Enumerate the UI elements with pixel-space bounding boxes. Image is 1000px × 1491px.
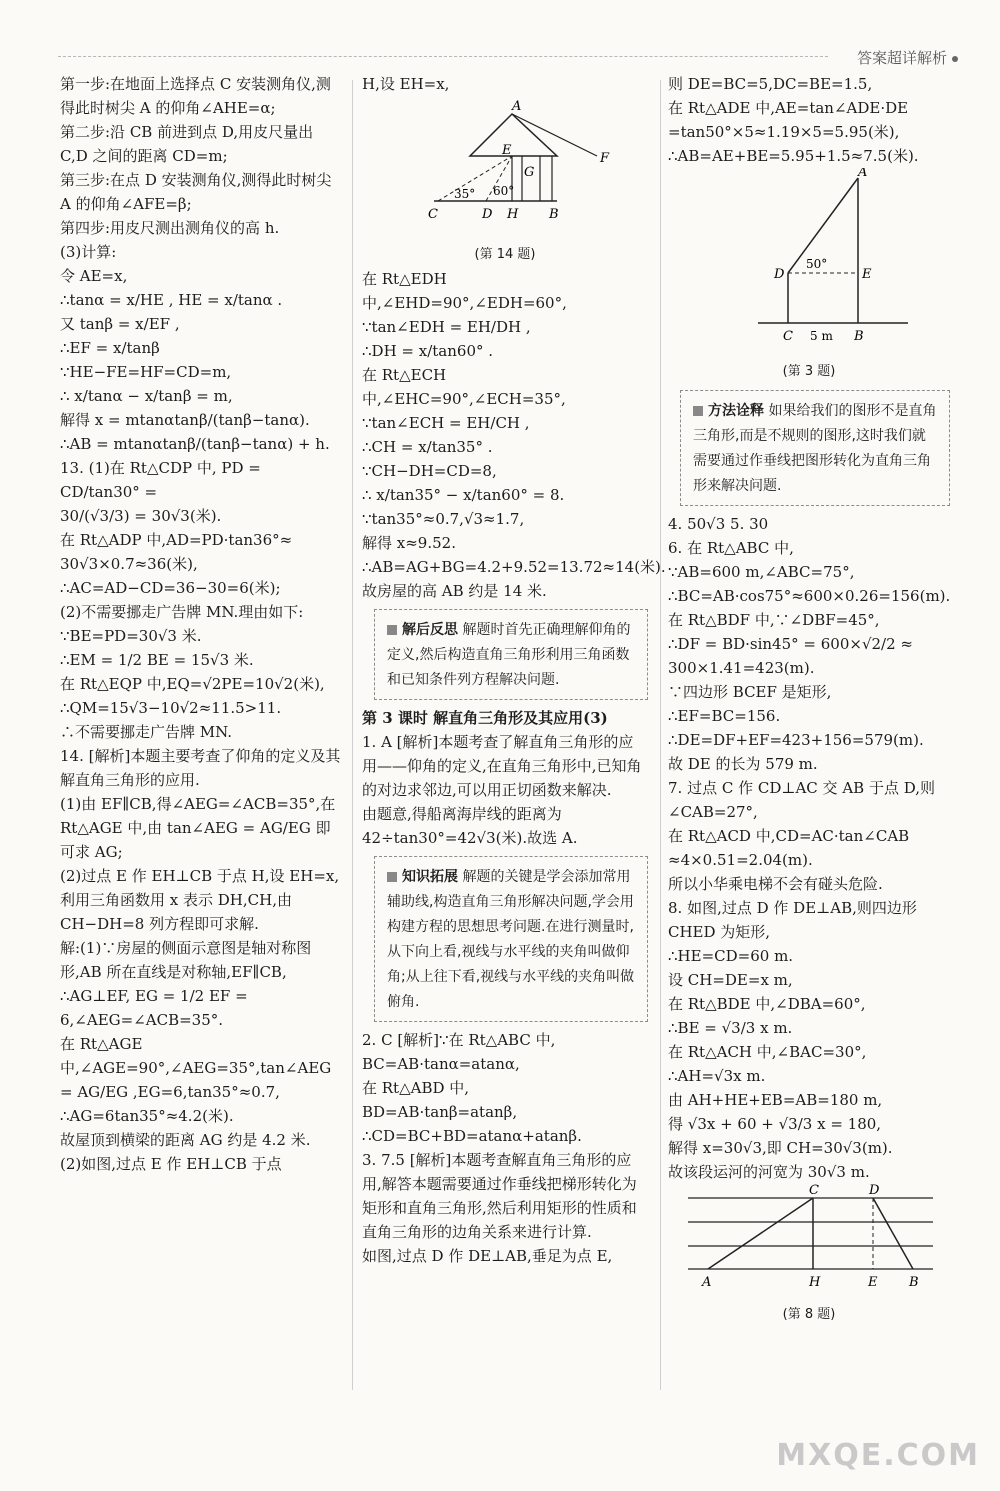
text-line: 则 DE=BC=5,DC=BE=1.5, <box>668 75 873 93</box>
text-line: 令 AE=x, <box>60 267 128 285</box>
text-line: ∴BE = √3/3 x m. <box>668 1019 793 1037</box>
figure-3-label-b: B <box>854 329 864 344</box>
text-line: H,设 EH=x, <box>362 75 450 93</box>
text-line: 在 Rt△EQP 中,EQ=√2PE=10√2(米), <box>60 675 325 693</box>
text-line: ∴AH=√3x m. <box>668 1067 766 1085</box>
figure-3-caption: (第 3 题) <box>782 364 836 379</box>
text-line: 在 Rt△BDF 中,∵∠DBF=45°, <box>668 611 880 629</box>
text-line: 在 Rt△ABD 中, <box>362 1079 470 1097</box>
text-line: 解:(1)∵房屋的侧面示意图是轴对称图形,AB 所在直线是对称轴,EF∥CB, <box>60 939 312 981</box>
text-line: 在 Rt△EDH 中,∠EHD=90°,∠EDH=60°, <box>362 270 567 312</box>
text-line: 在 Rt△ADE 中,AE=tan∠ADE·DE <box>668 99 909 117</box>
text-line: 如图,过点 D 作 DE⊥AB,垂足为点 E, <box>362 1247 613 1265</box>
bullet-icon <box>952 56 958 62</box>
figure-3-distance: 5 m <box>810 329 833 343</box>
text-line: 在 Rt△BDE 中,∠DBA=60°, <box>668 995 866 1013</box>
text-line: 3. 7.5 [解析]本题考查解直角三角形的应用,解答本题需要通过作垂线把梯形转化为矩形和直角三角形,然后利用矩形的性质和直角三角形的边角关系来进行计算. <box>362 1151 637 1241</box>
method-box-text: 如果给我们的图形不是直角三角形,而是不规则的图形,这时我们就需要通过作垂线把图形转化为直角三角形来解决问题. <box>693 403 937 494</box>
figure-8-label-e: E <box>868 1275 878 1290</box>
text-line: ∴EF=BC=156. <box>668 707 781 725</box>
extension-box <box>374 856 648 1022</box>
text-line: 由题意,得船离海岸线的距离为 42÷tan30°=42√3(米).故选 A. <box>362 805 578 847</box>
text-line: (3)计算: <box>60 243 117 261</box>
figure-14-angle-35: 35° <box>454 187 476 201</box>
text-line: 得 √3x + 60 + √3/3 x = 180, <box>668 1115 882 1133</box>
text-line: 解得 x≈9.52. <box>362 534 456 552</box>
figure-3-label-d: D <box>774 267 785 282</box>
text-line: ∴tanα = x/HE , HE = x/tanα . <box>60 291 283 309</box>
figure-8-caption: (第 8 题) <box>782 1307 836 1322</box>
text-line: ∵BE=PD=30√3 米. <box>60 627 202 645</box>
text-line: 7. 过点 C 作 CD⊥AC 交 AB 于点 D,则∠CAB=27°, <box>668 779 935 821</box>
text-line: ∴CD=BC+BD=atanα+atanβ. <box>362 1127 582 1145</box>
text-line: 解得 x=30√3,即 CH=30√3(m). <box>668 1139 893 1157</box>
text-line: (2)如图,过点 E 作 EH⊥CB 于点 <box>60 1155 282 1173</box>
text-line: ∴DE=DF+EF=423+156=579(m). <box>668 731 924 749</box>
method-box <box>680 390 950 506</box>
text-line: BC=AB·tanα=atanα, <box>362 1055 520 1073</box>
text-line: (1)由 EF∥CB,得∠AEG=∠ACB=35°,在 Rt△AGE 中,由 tan∠AEG = AG/EG 即可求 AG; <box>60 795 336 861</box>
text-line: ∴DF = BD·sin45° = 600×√2/2 ≈ 300×1.41=423(m). <box>668 635 913 677</box>
figure-3 <box>668 168 950 384</box>
figure-14-diagram <box>362 96 648 236</box>
text-line: ∴AB = mtanαtanβ/(tanβ−tanα) + h. <box>60 435 330 453</box>
text-line: ∴BC=AB·cos75°≈600×0.26=156(m). <box>668 587 951 605</box>
text-line: ∴HE=CD=60 m. <box>668 947 794 965</box>
text-line: 所以小华乘电梯不会有碰头危险. <box>668 875 883 893</box>
text-line: ∵CH−DH=CD=8, <box>362 462 497 480</box>
text-line: =tan50°×5≈1.19×5=5.95(米), <box>668 123 900 141</box>
figure-14-label-f: F <box>600 151 610 166</box>
text-line: 第二步:沿 CB 前进到点 D,用皮尺量出 C,D 之间的距离 CD=m; <box>60 123 314 165</box>
text-line: 2. C [解析]∵在 Rt△ABC 中, <box>362 1031 556 1049</box>
figure-3-angle: 50° <box>806 257 828 271</box>
text-line: ∴AB=AG+BG=4.2+9.52=13.72≈14(米). <box>362 558 666 576</box>
figure-3-label-e: E <box>862 267 872 282</box>
figure-8-label-b: B <box>909 1275 919 1290</box>
figure-14-caption: (第 14 题) <box>474 247 536 262</box>
figure-14 <box>362 96 648 267</box>
column-right <box>668 72 950 1327</box>
text-line: 故 DE 的长为 579 m. <box>668 755 818 773</box>
text-line: 在 Rt△ECH 中,∠EHC=90°,∠ECH=35°, <box>362 366 566 408</box>
text-line: BD=AB·tanβ=atanβ, <box>362 1103 518 1121</box>
text-line: ∴AG=6tan35°≈4.2(米). <box>60 1107 234 1125</box>
text-line: ≈4×0.51=2.04(m). <box>668 851 813 869</box>
text-line: 第四步:用皮尺测出测角仪的高 h. <box>60 219 280 237</box>
text-line: 由 AH+HE+EB=AB=180 m, <box>668 1091 883 1109</box>
text-line: ∴不需要挪走广告牌 MN. <box>60 723 233 741</box>
text-line: 第一步:在地面上选择点 C 安装测角仪,测得此时树尖 A 的仰角∠AHE=α; <box>60 75 331 117</box>
extension-box-title: 知识拓展 <box>387 869 458 885</box>
text-line: 设 CH=DE=x m, <box>668 971 793 989</box>
text-line: 故屋顶到横梁的距离 AG 约是 4.2 米. <box>60 1131 311 1149</box>
figure-14-label-c: C <box>428 207 438 222</box>
text-line: ∵四边形 BCEF 是矩形, <box>668 683 832 701</box>
text-line: 30√3×0.7≈36(米), <box>60 555 198 573</box>
figure-14-label-a: A <box>512 99 522 114</box>
text-line: ∴DH = x/tan60° . <box>362 342 494 360</box>
figure-8-label-a: A <box>702 1275 712 1290</box>
column-left <box>60 72 342 1176</box>
text-line: 8. 如图,过点 D 作 DE⊥AB,则四边形 CHED 为矩形, <box>668 899 917 941</box>
reflection-box-text: 解题时首先正确理解仰角的定义,然后构造直角三角形利用三角函数和已知条件列方程解决问题. <box>387 622 631 688</box>
reflection-box-title: 解后反思 <box>387 622 458 638</box>
text-line: ∴AB=AE+BE=5.95+1.5≈7.5(米). <box>668 147 919 165</box>
text-line: 13. (1)在 Rt△CDP 中, PD = CD/tan30° = <box>60 459 261 501</box>
text-line: ∴AG⊥EF, EG = 1/2 EF = 6,∠AEG=∠ACB=35°. <box>60 987 248 1029</box>
extension-box-text: 解题的关键是学会添加常用辅助线,构造直角三角形解决问题,学会用构建方程的思想思考问题.在进行测量时,从下向上看,视线与水平线的夹角叫做仰角;从上往下看,视线与水平线的夹角叫做俯角. <box>387 869 635 1010</box>
text-line: 14. [解析]本题主要考查了仰角的定义及其解直角三角形的应用. <box>60 747 341 789</box>
text-line: ∵tan∠EDH = EH/DH , <box>362 318 531 336</box>
watermark: MXQE.COM <box>776 1438 980 1473</box>
text-line: ∴EF = x/tanβ <box>60 339 160 357</box>
text-line: 6. 在 Rt△ABC 中, <box>668 539 794 557</box>
text-line: (2)不需要挪走广告牌 MN.理由如下: <box>60 603 304 621</box>
figure-14-label-g: G <box>524 165 535 180</box>
text-line: ∴AC=AD−CD=36−30=6(米); <box>60 579 281 597</box>
figure-3-diagram <box>668 168 950 353</box>
text-line: 第三步:在点 D 安装测角仪,测得此时树尖 A 的仰角∠AFE=β; <box>60 171 332 213</box>
text-line: ∴QM=15√3−10√2≈11.5>11. <box>60 699 282 717</box>
text-line: 故房屋的高 AB 约是 14 米. <box>362 582 547 600</box>
text-line: ∴ x/tan35° − x/tan60° = 8. <box>362 486 565 504</box>
text-line: ∵AB=600 m,∠ABC=75°, <box>668 563 855 581</box>
figure-3-label-a: A <box>858 168 868 180</box>
figure-8-label-d: D <box>869 1184 880 1198</box>
reflection-box <box>374 609 648 700</box>
text-line: ∴ x/tanα − x/tanβ = m, <box>60 387 233 405</box>
text-line: 故该段运河的河宽为 30√3 m. <box>668 1163 870 1181</box>
figure-3-label-c: C <box>783 329 793 344</box>
figure-8 <box>668 1184 950 1327</box>
figure-14-label-b: B <box>549 207 559 222</box>
header-rule <box>58 56 828 57</box>
text-line: 解得 x = mtanαtanβ/(tanβ−tanα). <box>60 411 310 429</box>
column-divider <box>352 80 353 1390</box>
figure-14-angle-60: 60° <box>493 184 515 198</box>
column-divider <box>660 80 661 1390</box>
text-line: (2)过点 E 作 EH⊥CB 于点 H,设 EH=x,利用三角函数用 x 表示 DH,CH,由 CH−DH=8 列方程即可求解. <box>60 867 340 933</box>
text-line: 在 Rt△ACD 中,CD=AC·tan∠CAB <box>668 827 910 845</box>
text-line: 在 Rt△ADP 中,AD=PD·tan36°≈ <box>60 531 293 549</box>
figure-14-label-h: H <box>507 207 519 222</box>
figure-8-diagram <box>668 1184 950 1296</box>
text-line: ∴EM = 1/2 BE = 15√3 米. <box>60 651 254 669</box>
figure-14-label-d: D <box>482 207 493 222</box>
text-line: 4. 50√3 5. 30 <box>668 515 769 533</box>
header-label: 答案超详解析 <box>857 47 958 68</box>
figure-8-label-h: H <box>809 1275 821 1290</box>
method-box-title: 方法诠释 <box>693 403 764 419</box>
text-line: ∴CH = x/tan35° . <box>362 438 493 456</box>
column-middle <box>362 72 666 1268</box>
figure-8-label-c: C <box>809 1184 819 1198</box>
lesson-section-title: 第 3 课时 解直角三角形及其应用(3) <box>362 709 608 727</box>
text-line: 在 Rt△ACH 中,∠BAC=30°, <box>668 1043 867 1061</box>
text-line: 30/(√3/3) = 30√3(米). <box>60 507 222 525</box>
text-line: ∵HE−FE=HF=CD=m, <box>60 363 232 381</box>
text-line: 又 tanβ = x/EF , <box>60 315 180 333</box>
text-line: ∵tan35°≈0.7,√3≈1.7, <box>362 510 525 528</box>
text-line: ∵tan∠ECH = EH/CH , <box>362 414 530 432</box>
text-line: 1. A [解析]本题考查了解直角三角形的应用——仰角的定义,在直角三角形中,已知角的对边求邻边,可以用正切函数来解决. <box>362 733 642 799</box>
figure-14-label-e: E <box>502 143 512 158</box>
text-line: 在 Rt△AGE 中,∠AGE=90°,∠AEG=35°,tan∠AEG = AG/EG ,EG=6,tan35°≈0.7, <box>60 1035 332 1101</box>
